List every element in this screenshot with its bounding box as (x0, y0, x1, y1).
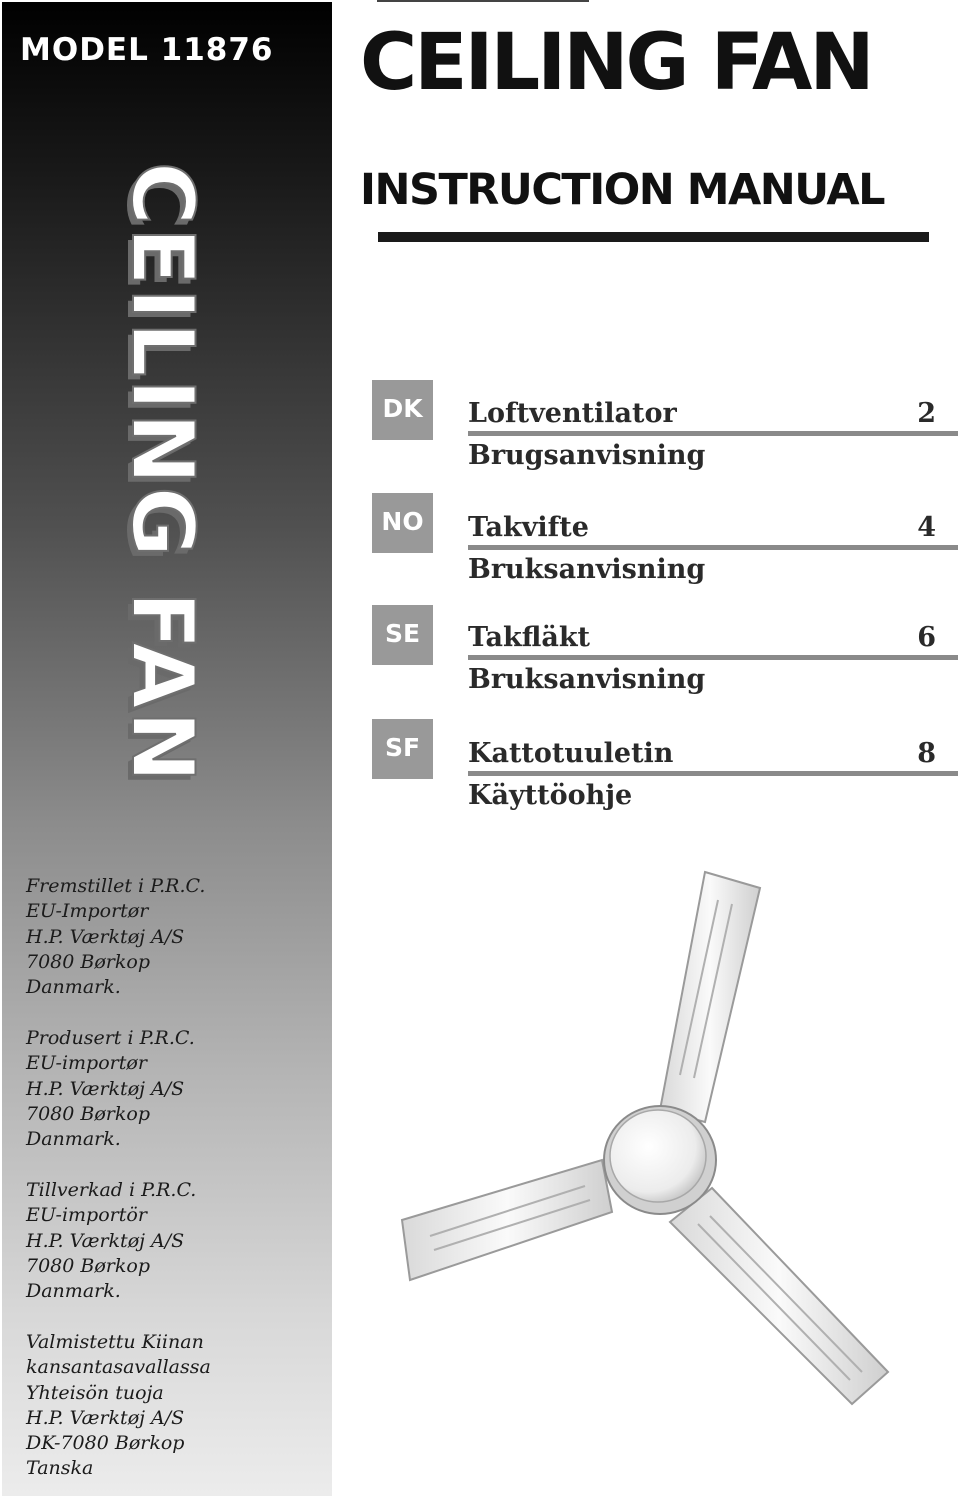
toc-page-number: 6 (917, 622, 936, 653)
imprint-line: Danmark. (26, 976, 121, 999)
sidebar-panel (2, 2, 332, 1496)
imprint-line: 7080 Børkop (26, 1254, 150, 1277)
imprint-line: kansantasavallassa (26, 1356, 211, 1379)
imprint-dk (26, 874, 326, 1000)
imprint-line: Produsert i P.R.C. (26, 1027, 195, 1049)
fan-blade-left (402, 1160, 612, 1280)
imprint-line: EU-importör (26, 1204, 147, 1227)
toc-entry-no[interactable] (468, 512, 958, 585)
top-divider (377, 0, 589, 2)
imprint-line: Yhteisön tuoja (26, 1381, 164, 1404)
toc-subtitle: Käyttöohje (468, 780, 633, 811)
toc-title: Takfläkt (468, 622, 591, 653)
imprint-line: H.P. Værktøj A/S (26, 1077, 185, 1100)
imprint-line: 7080 Børkop (26, 950, 150, 973)
imprint-line: 7080 Børkop (26, 1102, 150, 1125)
toc-entry-se[interactable] (468, 622, 958, 695)
lang-code-sf: SF (372, 719, 433, 779)
title-divider (378, 232, 929, 242)
lang-code-no: NO (372, 493, 433, 553)
toc-page-number: 8 (917, 738, 936, 769)
page-title: CEILING FAN (360, 18, 872, 108)
model-number: MODEL 11876 (20, 32, 274, 68)
imprint-line: Fremstillet i P.R.C. (26, 875, 206, 897)
imprint-line: H.P. Værktøj A/S (26, 1406, 185, 1429)
lang-code-se: SE (372, 605, 433, 665)
toc-title: Kattotuuletin (468, 738, 674, 769)
imprint-line: H.P. Værktøj A/S (26, 1229, 185, 1252)
imprint-line: EU-Importør (26, 900, 149, 923)
imprint-line: Danmark. (26, 1128, 121, 1151)
imprint-line: EU-importør (26, 1052, 147, 1075)
fan-blade-right (670, 1188, 888, 1404)
imprint-line: Tanska (26, 1457, 94, 1480)
imprint-se (26, 1178, 326, 1304)
imprint-sf (26, 1330, 326, 1482)
vertical-title: CEILING FAN (112, 162, 212, 785)
toc-subtitle: Bruksanvisning (468, 554, 706, 585)
page-subtitle: INSTRUCTION MANUAL (360, 165, 885, 215)
imprint-line: Danmark. (26, 1280, 121, 1303)
toc-subtitle: Bruksanvisning (468, 664, 706, 695)
fan-blade-upper (660, 872, 760, 1122)
imprint-line: H.P. Værktøj A/S (26, 925, 185, 948)
toc-page-number: 4 (917, 512, 936, 543)
toc-title: Loftventilator (468, 398, 677, 429)
toc-title: Takvifte (468, 512, 589, 543)
toc-entry-sf[interactable] (468, 738, 958, 811)
lang-code-dk: DK (372, 380, 433, 440)
toc-page-number: 2 (917, 398, 936, 429)
toc-entry-dk[interactable] (468, 398, 958, 471)
imprint-no (26, 1026, 326, 1152)
fan-hub (604, 1106, 716, 1214)
imprint-line: DK-7080 Børkop (26, 1432, 185, 1455)
imprint-line: Tillverkad i P.R.C. (26, 1179, 197, 1201)
ceiling-fan-illustration (380, 860, 920, 1420)
toc-subtitle: Brugsanvisning (468, 440, 706, 471)
imprint-line: Valmistettu Kiinan (26, 1331, 204, 1353)
